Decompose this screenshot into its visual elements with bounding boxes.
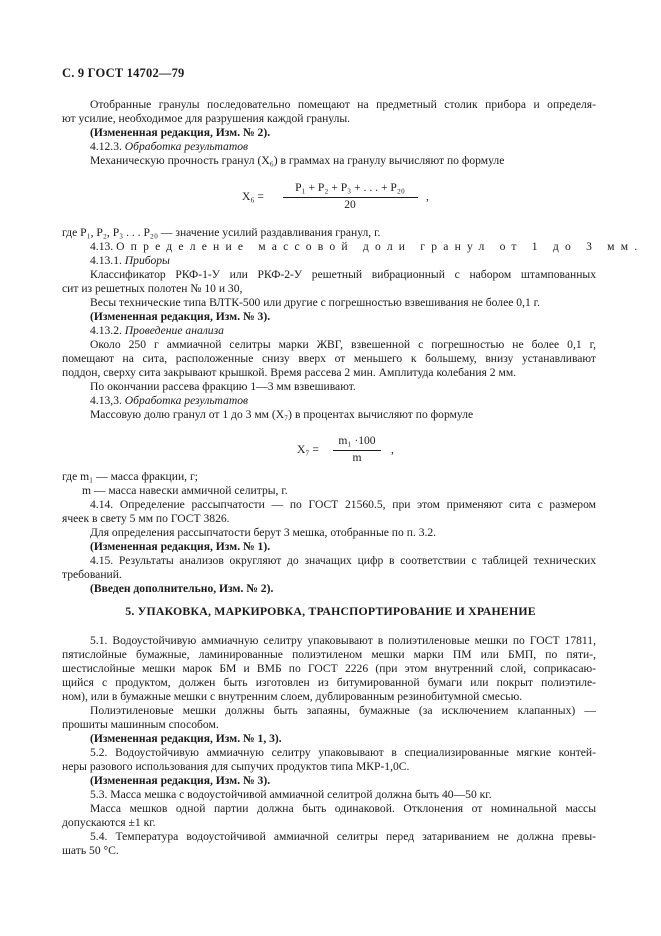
- page-header: С. 9 ГОСТ 14702—79: [62, 66, 185, 80]
- paragraph-line: где m₁ — масса фракции, г;: [62, 470, 198, 483]
- paragraph-line: Весы технические типа ВЛТК-500 или другие с погрешностью взвешивания не более 0,1 г.: [90, 296, 541, 309]
- subsection-title: Обработка результатов: [124, 140, 249, 153]
- paragraph-line: пятислойные бумажные, ламинированные полиэтиленом мешки марки ПМ или БМП, по пяти-,: [62, 648, 596, 661]
- subsection-title: Обработка результатов: [124, 394, 249, 407]
- paragraph-line: где P₁, P₂, P₃ . . . P₂₀ — значение усилий раздавливания гранул, г.: [62, 226, 381, 239]
- paragraph-line: ячеек в свету 5 мм по ГОСТ 3826.: [62, 512, 230, 525]
- paragraph-line: помещают на сита, расположенные снизу вверх от меньшего к большему, внизу устанавливают: [62, 352, 596, 365]
- paragraph-line: сит из решетных полотен № 10 и 30,: [62, 282, 243, 295]
- paragraph-line: 4.15. Результаты анализов округляют до значащих цифр в соответствии с таблицей технических: [90, 554, 596, 567]
- amendment-note: (Измененная редакция, Изм. № 3).: [90, 310, 271, 323]
- subsection-heading: [90, 254, 170, 268]
- paragraph-line: прошиты машинным способом.: [62, 718, 219, 731]
- formula-tail: ,: [391, 443, 394, 456]
- paragraph-line: 5.3. Масса мешка с водоустойчивой аммиачной селитрой должна быть 40—50 кг.: [90, 788, 492, 801]
- paragraph-line: неры разового использования для сыпучих продуктов типа МКР-1,0С.: [62, 760, 410, 773]
- formula-numerator: P₁ + P₂ + P₃ + . . . + P₂₀: [295, 181, 405, 194]
- subsection-number: 4.13.: [90, 240, 114, 253]
- paragraph-line: 5.4. Температура водоустойчивой аммиачной селитры перед затариванием не должна превы-: [90, 830, 596, 843]
- paragraph-line: Для определения рассыпчатости берут 3 мешка, отобранные по п. 3.2.: [90, 526, 437, 539]
- paragraph-line: 5.2. Водоустойчивую аммиачную селитру упаковывают в специализированные мягкие контей-: [90, 746, 596, 759]
- amendment-note: (Измененная редакция, Изм. № 3).: [90, 774, 271, 787]
- paragraph-line: Полиэтиленовые мешки должны быть запаяны, бумажные (за исключением клапанных) —: [90, 704, 596, 717]
- section-heading: 5. УПАКОВКА, МАРКИРОВКА, ТРАНСПОРТИРОВАНИЕ И ХРАНЕНИЕ: [125, 604, 536, 618]
- formula-denominator: 20: [344, 198, 356, 211]
- subsection-heading: [90, 140, 248, 154]
- paragraph-line: допускаются ±1 кг.: [62, 816, 156, 829]
- formula-lhs: X₇ =: [297, 443, 319, 456]
- amendment-note: (Измененная редакция, Изм. № 1, 3).: [90, 732, 282, 745]
- paragraph-line: шать 50 °С.: [62, 844, 119, 857]
- formula-denominator: m: [352, 451, 362, 464]
- formula-numerator: m₁ ·100: [338, 434, 376, 447]
- subsection-number: 4.12.3.: [90, 140, 122, 153]
- subsection-title: Проведение анализа: [124, 324, 224, 337]
- formula-lhs: X₆ =: [242, 190, 264, 203]
- paragraph-line: Механическую прочность гранул (X₆) в граммах на гранулу вычисляют по формуле: [90, 154, 505, 167]
- paragraph-line: Массовую долю гранул от 1 до 3 мм (X₇) в процентах вычисляют по формуле: [90, 408, 474, 421]
- subsection-number: 4.13,3.: [90, 394, 122, 407]
- amendment-note: (Измененная редакция, Изм. № 2).: [90, 126, 271, 139]
- amendment-note: (Измененная редакция, Изм. № 1).: [90, 540, 271, 553]
- subsection-number: 4.13.2.: [90, 324, 122, 337]
- subsection-title: Определение массовой доли гранул от 1 до 3 мм.: [116, 240, 644, 253]
- amendment-note: (Введен дополнительно, Изм. № 2).: [90, 582, 274, 595]
- paragraph-line: шестислойные мешки марок БМ и ВМБ по ГОСТ 2226 (при этом внутренний слой, соприкасаю-: [62, 662, 596, 675]
- paragraph-line: поддон, сверху сита закрывают крышкой. Время рассева 2 мин. Амплитуда колебания 2 мм.: [62, 366, 517, 379]
- subsection-title: Приборы: [124, 254, 170, 267]
- paragraph-line: По окончании рассева фракцию 1—3 мм взвешивают.: [90, 380, 356, 393]
- paragraph-line: Масса мешков одной партии должна быть одинаковой. Отклонения от номинальной массы: [90, 802, 596, 815]
- paragraph-line: ют усилие, необходимое для разрушения каждой гранулы.: [62, 112, 351, 125]
- paragraph-line: 4.14. Определение рассыпчатости — по ГОСТ 21560.5, при этом применяют сита с размером: [90, 498, 596, 511]
- paragraph-line: щийся с продуктом, должен быть изготовлен из битумированной бумаги или покрыт полиэтиле-: [62, 676, 596, 689]
- paragraph-line: m — масса навески аммичной селитры, г.: [82, 484, 288, 497]
- subsection-heading: [90, 394, 248, 408]
- paragraph-line: Отобранные гранулы последовательно помещают на предметный столик прибора и определя-: [90, 98, 596, 111]
- paragraph-line: ном), или в бумажные мешки с внутренним слоем, дублированным резинобитумной смесью.: [62, 690, 523, 703]
- paragraph-line: 5.1. Водоустойчивую аммиачную селитру упаковывают в полиэтиленовые мешки по ГОСТ 17811,: [90, 634, 596, 647]
- paragraph-line: требований.: [62, 568, 122, 581]
- subsection-heading: [90, 240, 643, 254]
- subsection-number: 4.13.1.: [90, 254, 122, 267]
- subsection-heading: [90, 324, 224, 338]
- paragraph-line: Классификатор РКФ-1-У или РКФ-2-У решетный вибрационный с набором штампованных: [90, 268, 596, 281]
- paragraph-line: Около 250 г аммиачной селитры марки ЖВГ, взвешенной с погрешностью не более 0,1 г,: [90, 338, 596, 351]
- formula-tail: ,: [426, 190, 429, 203]
